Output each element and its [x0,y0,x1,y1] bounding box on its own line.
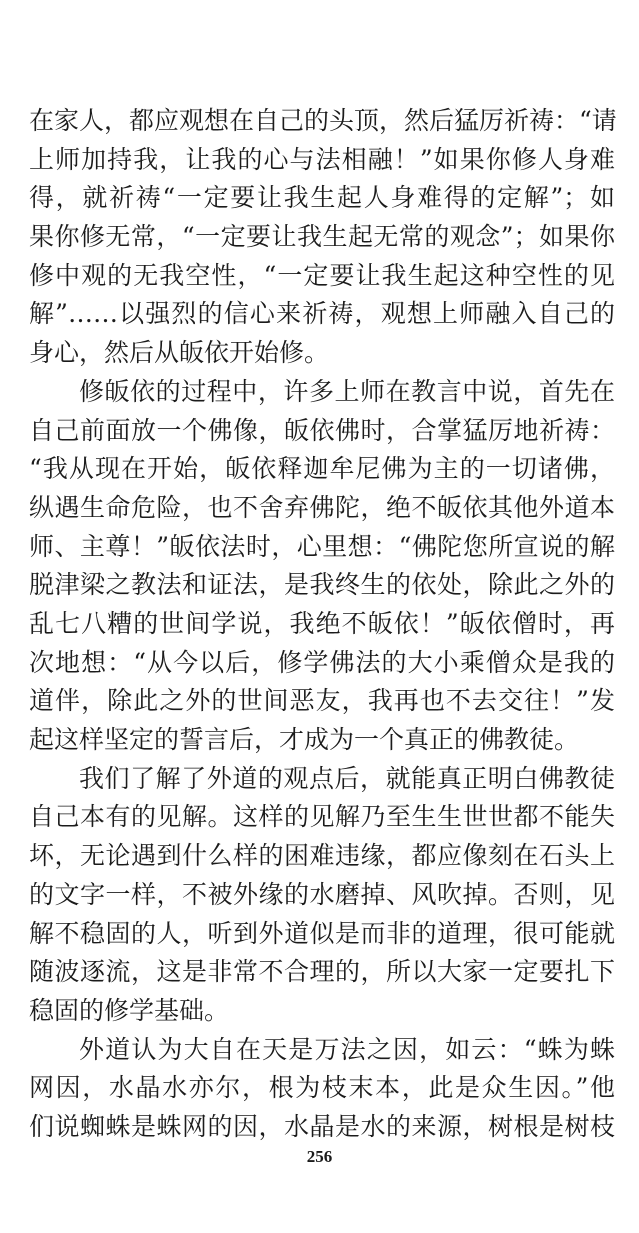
text-line: “我从现在开始，皈依释迦牟尼佛为主的一切诸佛， [29,454,615,483]
page-number: 256 [306,1147,333,1166]
text-line: 纵遇生命危险，也不舍弃佛陀，绝不皈依其他外道本 [29,493,615,522]
text-line: 脱津梁之教法和证法，是我终生的依处，除此之外的 [29,570,615,599]
text-line: 解”……以强烈的信心来祈祷，观想上师融入自己的 [29,299,615,328]
text-line: 道伴，除此之外的世间恶友，我再也不去交往！”发 [29,686,615,715]
text-line: 起这样坚定的誓言后，才成为一个真正的佛教徒。 [29,725,580,754]
text-line: 网因，水晶水亦尔，根为枝末本，此是众生因。”他 [29,1073,615,1102]
text-line: 修中观的无我空性，“一定要让我生起这种空性的见 [29,261,615,290]
text-line: 解不稳固的人，听到外道似是而非的道理，很可能就 [29,919,615,948]
text-line: 自己前面放一个佛像，皈依佛时，合掌猛厉地祈祷： [29,416,615,445]
text-line: 得，就祈祷“一定要让我生起人身难得的定解”；如 [29,183,615,212]
text-line: 稳固的修学基础。 [29,996,230,1025]
text-line: 师、主尊！”皈依法时，心里想：“佛陀您所宣说的解 [29,532,615,561]
text-line: 乱七八糟的世间学说，我绝不皈依！”皈依僧时，再 [29,609,615,638]
paragraph-first-line: 我们了解了外道的观点后，就能真正明白佛教徒 [79,764,615,793]
text-line: 上师加持我，让我的心与法相融！”如果你修人身难 [29,145,615,174]
text-line: 次地想：“从今以后，修学佛法的大小乘僧众是我的 [29,648,615,677]
paragraph-first-line: 修皈依的过程中，许多上师在教言中说，首先在 [79,377,615,406]
text-line: 身心，然后从皈依开始修。 [29,338,330,367]
paragraph-first-line: 外道认为大自在天是万法之因，如云：“蛛为蛛 [79,1035,615,1064]
text-line: 随波逐流，这是非常不合理的，所以大家一定要扎下 [29,957,615,986]
text-line: 在家人，都应观想在自己的头顶，然后猛厉祈祷：“请 [29,106,617,135]
text-line: 坏，无论遇到什么样的困难违缘，都应像刻在石头上 [29,841,615,870]
text-line: 自己本有的见解。这样的见解乃至生生世世都不能失 [29,802,615,831]
text-line: 们说蜘蛛是蛛网的因，水晶是水的来源，树根是树枝 [29,1112,615,1141]
text-line: 的文字一样，不被外缘的水磨掉、风吹掉。否则，见 [29,880,615,909]
text-line: 果你修无常，“一定要让我生起无常的观念”；如果你 [29,222,615,251]
